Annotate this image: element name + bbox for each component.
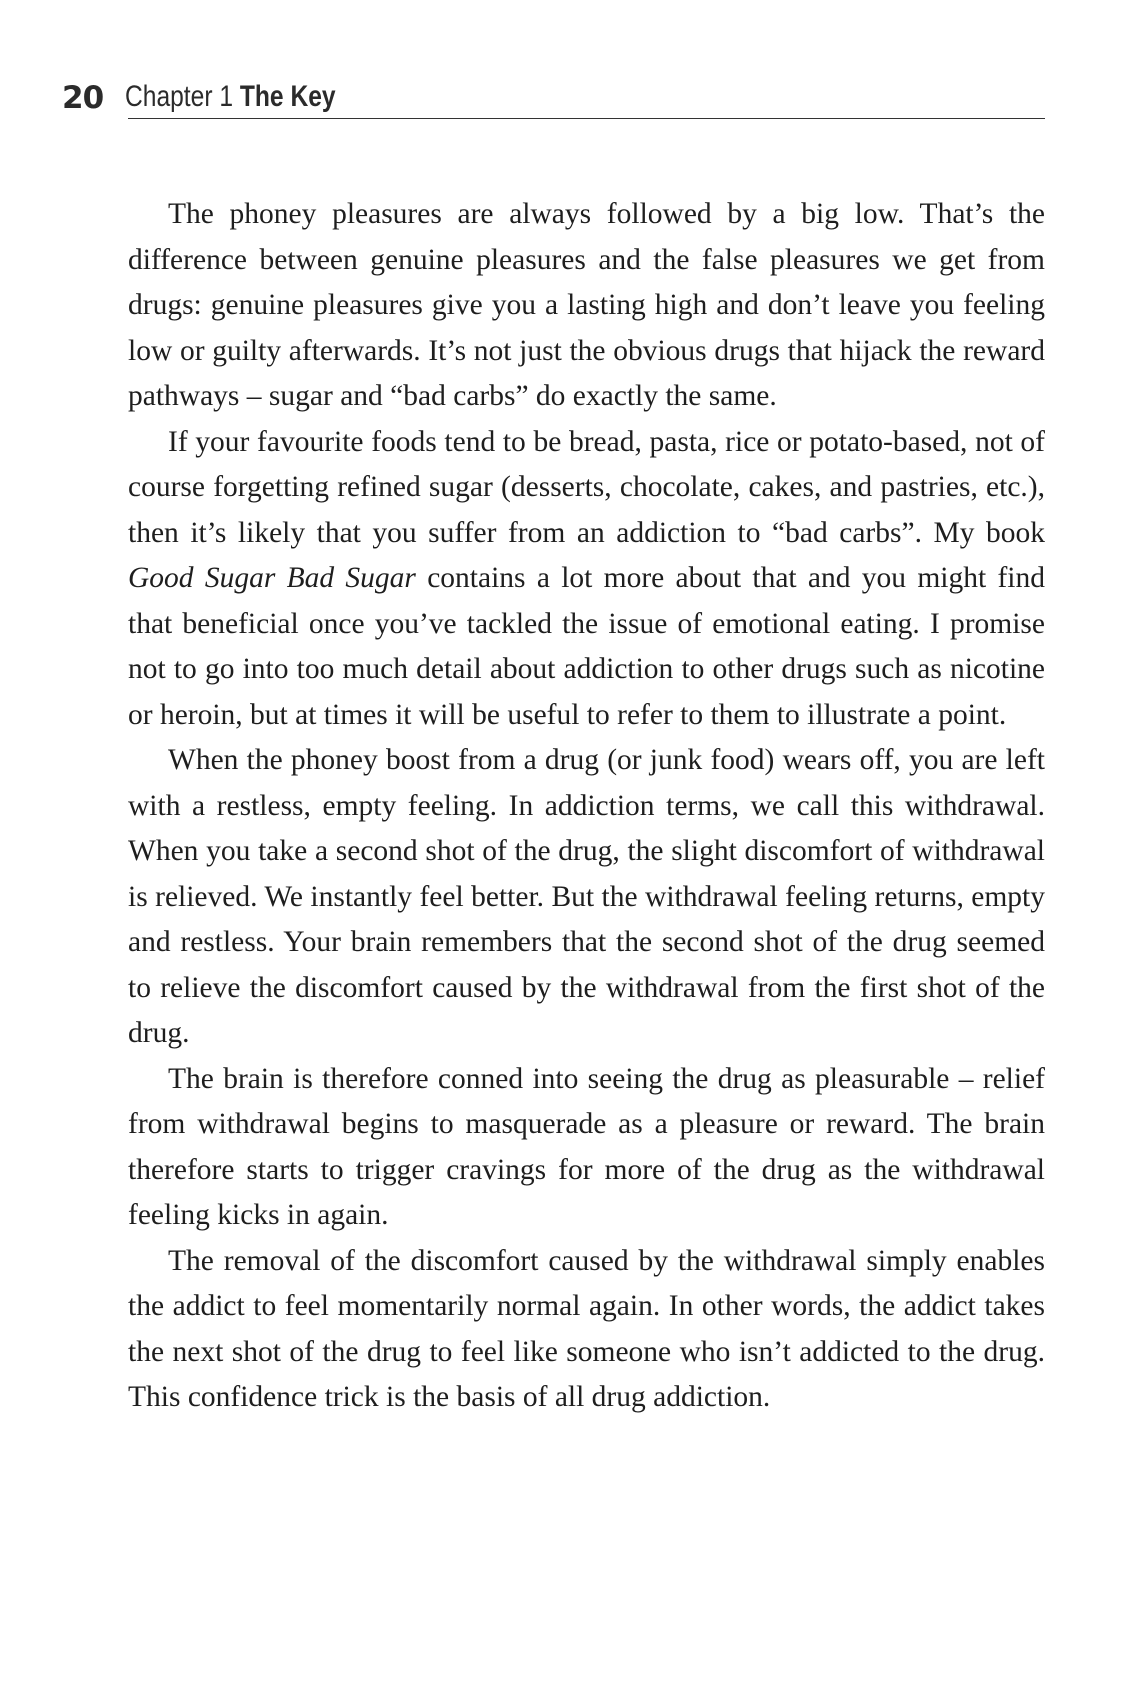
body-text bbox=[128, 192, 1045, 1421]
paragraph: The brain is therefore conned into seeing the drug as pleasurable – relief from withdrawal begins to masquerade as a pleasure or reward. The brain therefore starts to trigger cravings for more of the drug as the withdrawal feeling kicks in again. bbox=[128, 1062, 1045, 1231]
book-title: Good Sugar Bad Sugar bbox=[128, 562, 416, 594]
chapter-label: Chapter 1 bbox=[125, 80, 234, 113]
paragraph: The removal of the discomfort caused by the withdrawal simply enables the addict to feel momentarily normal again. In other words, the addict takes the next shot of the drug to feel like someone who isn’t addicted to the drug. This confidence trick is the basis of all drug addiction. bbox=[128, 1244, 1045, 1413]
paragraph bbox=[128, 420, 1045, 739]
paragraph-text: contains a lot more about that and you might find that beneficial once you’ve tackled the issue of emotional eating. I promise not to go into too much detail about addiction to other drugs such as nicotine or heroin, but at times it will be useful to refer to them to illustrate a point. bbox=[128, 562, 1045, 731]
header-rule bbox=[128, 118, 1045, 119]
paragraph: The phoney pleasures are always followed by a big low. That’s the difference between genuine pleasures and the false pleasures we get from drugs: genuine pleasures give you a lasting high and don’t leave you feeling low or guilty afterwards. It’s not just the obvious drugs that hijack the reward pathways – sugar and “bad carbs” do exactly the same. bbox=[128, 198, 1045, 412]
paragraph-text: If your favourite foods tend to be bread, pasta, rice or potato-based, not of course forgetting refined sugar (desserts, chocolate, cakes, and pastries, etc.), then it’s likely that you suffer from an addiction to “bad carbs”. My book bbox=[128, 425, 1045, 549]
paragraph: When the phoney boost from a drug (or junk food) wears off, you are left with a restless, empty feeling. In addiction terms, we call this withdrawal. When you take a second shot of the drug, the slight discomfort of withdrawal is relieved. We instantly feel better. But the withdrawal feeling returns, empty and restless. Your brain remembers that the second shot of the drug seemed to relieve the discomfort caused by the withdrawal from the first shot of the drug. bbox=[128, 744, 1045, 1049]
running-head bbox=[62, 74, 1045, 124]
chapter-title: The Key bbox=[239, 80, 336, 113]
chapter-heading bbox=[125, 80, 336, 114]
page-number: 20 bbox=[62, 80, 104, 116]
